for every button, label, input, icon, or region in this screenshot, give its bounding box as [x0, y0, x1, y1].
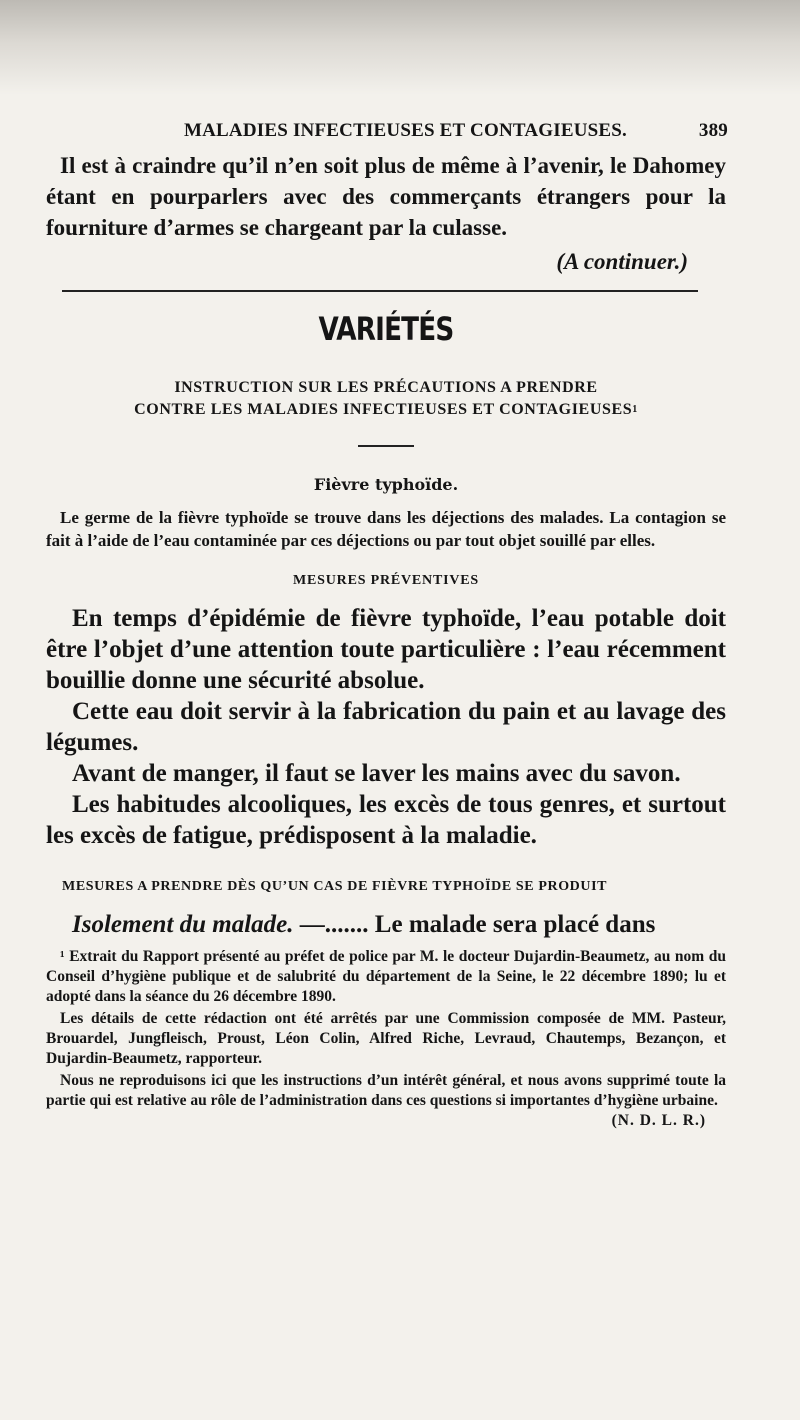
- preventive-heading: MESURES PRÉVENTIVES: [293, 573, 479, 588]
- preventive-paragraph: Les habitudes alcooliques, les excès de tous genres, et surtout les excès de fatigue, prédisposent à la maladie.: [46, 791, 726, 849]
- section-title: VARIÉTÉS: [318, 310, 454, 348]
- footnotes: [46, 947, 726, 1129]
- isolation-line: [46, 911, 726, 939]
- preventive-paragraph: Cette eau doit servir à la fabrication du pain et au lavage des légumes.: [46, 698, 726, 756]
- document-page: [46, 118, 726, 1131]
- short-divider: [358, 445, 414, 447]
- instruction-title-line1: INSTRUCTION SUR LES PRÉCAUTIONS A PRENDRE: [174, 379, 598, 396]
- footnote-mark: 1: [632, 404, 638, 415]
- case-heading: MESURES A PRENDRE DÈS QU’UN CAS DE FIÈVRE TYPHOÏDE SE PRODUIT: [62, 879, 608, 894]
- running-header: [46, 118, 726, 144]
- instruction-title-line2: CONTRE LES MALADIES INFECTIEUSES ET CONTAGIEUSES: [134, 401, 633, 418]
- intro-paragraph: Il est à craindre qu’il n’en soit plus de même à l’avenir, le Dahomey étant en pourparlers avec des commerçants étrangers pour la fourniture d’armes se chargeant par la culasse.: [46, 153, 726, 240]
- section-divider: [62, 290, 698, 292]
- to-be-continued: (A continuer.): [556, 249, 688, 274]
- footnote-text: Nous ne reproduisons ici que les instructions d’un intérêt général, et nous avons supprimé toute la partie qui est relative au rôle de l’administration dans ces questions si importantes d’hygiène urbaine.: [46, 1072, 726, 1109]
- preventive-paragraph: Avant de manger, il faut se laver les mains avec du savon.: [72, 760, 681, 787]
- instruction-title: [46, 377, 726, 421]
- footnote: Les détails de cette rédaction ont été arrêtés par une Commission composée de MM. Pasteur, Brouardel, Jungfleisch, Proust, Léon Colin, Alfred Riche, Levraud, Chautemps, Bezançon, et Dujardin-Beaumetz, rapporteur.: [46, 1010, 726, 1067]
- preventive-paragraph: En temps d’épidémie de fièvre typhoïde, l’eau potable doit être l’objet d’une attention toute particulière : l’eau récemment bouillie donne une sécurité absolue.: [46, 605, 726, 694]
- isolation-dash: —.......: [293, 911, 375, 938]
- footnote: ¹ Extrait du Rapport présenté au préfet de police par M. le docteur Dujardin-Beaumetz, au nom du Conseil d’hygiène publique et de salubrité du département de la Seine, le 22 décembre 1890; lu et adopté dans la séance du 26 décembre 1890.: [46, 948, 726, 1005]
- running-title: MALADIES INFECTIEUSES ET CONTAGIEUSES.: [184, 120, 627, 141]
- page-number: 389: [698, 120, 728, 141]
- isolation-label: Isolement du malade.: [72, 911, 294, 938]
- footnote-last: [46, 1071, 726, 1129]
- editor-signature: (N. D. L. R.): [611, 1112, 706, 1129]
- scan-shadow: [0, 0, 800, 95]
- isolation-text: Le malade sera placé dans: [374, 911, 656, 938]
- disease-intro: Le germe de la fièvre typhoïde se trouve dans les déjections des malades. La contagion se fait à l’aide de l’eau contaminée par ces déjections ou par tout objet souillé par elles.: [46, 508, 726, 550]
- instruction-title-line2-wrap: [46, 399, 726, 421]
- disease-heading: Fièvre typhoïde.: [313, 475, 459, 494]
